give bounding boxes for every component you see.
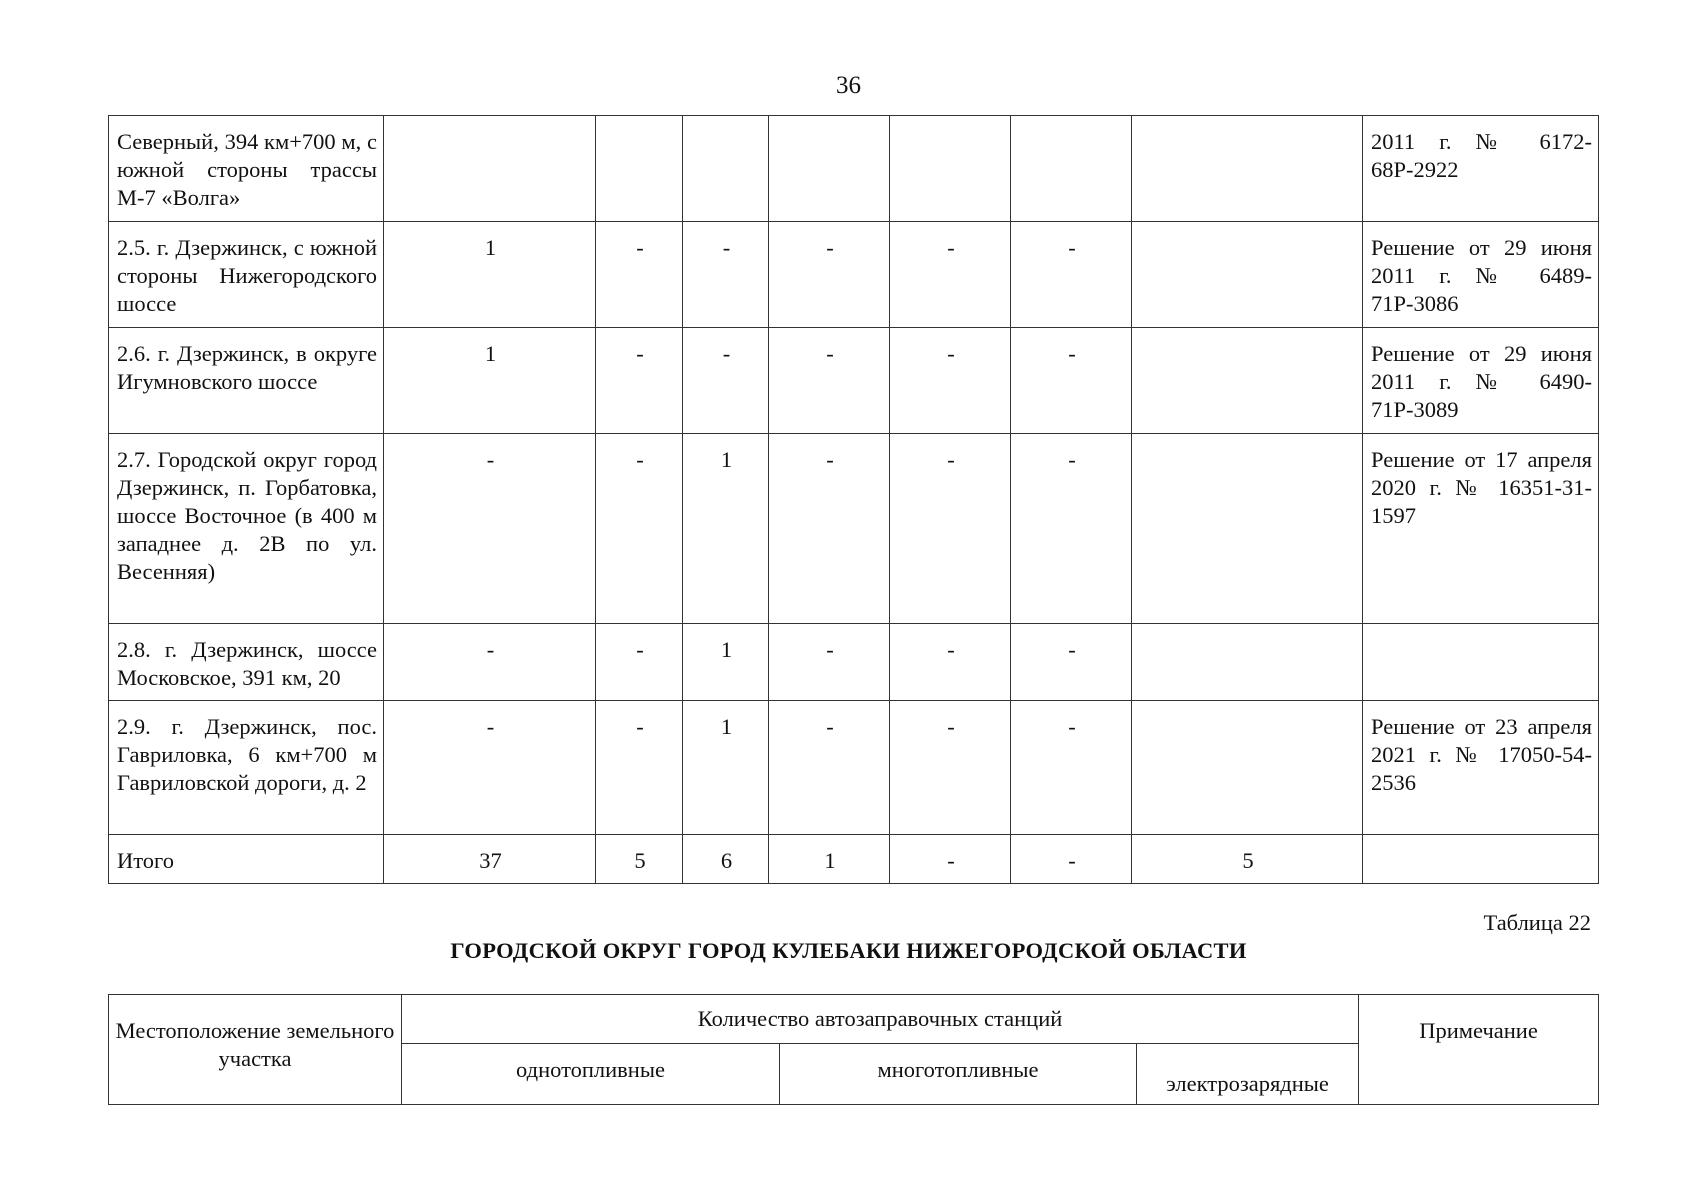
table-row xyxy=(109,701,1599,835)
count-cell: - xyxy=(683,328,769,434)
count-cell xyxy=(1011,116,1132,222)
count-cell: - xyxy=(683,222,769,328)
location-cell: Северный, 394 км+700 м, с южной стороны трассы М-7 «Волга» xyxy=(109,116,384,222)
count-cell: - xyxy=(384,624,596,701)
note-cell: Решение от 29 июня 2011 г. № 6489-71Р-3086 xyxy=(1363,222,1599,328)
section-heading: ГОРОДСКОЙ ОКРУГ ГОРОД КУЛЕБАКИ НИЖЕГОРОДСКОЙ ОБЛАСТИ xyxy=(450,938,1247,963)
note-cell: Решение от 29 июня 2011 г. № 6490-71Р-3089 xyxy=(1363,328,1599,434)
count-cell: - xyxy=(596,701,683,835)
count-cell xyxy=(890,116,1011,222)
count-cell: - xyxy=(769,328,890,434)
count-cell: 1 xyxy=(384,328,596,434)
count-cell: - xyxy=(596,624,683,701)
table-caption: Таблица 22 xyxy=(1483,910,1591,935)
header-single-fuel: однотопливные xyxy=(402,1044,780,1105)
total-label-cell: Итого xyxy=(109,835,384,884)
note-cell: 2011 г. № 6172-68Р-2922 xyxy=(1363,116,1599,222)
count-cell: - xyxy=(890,434,1011,624)
table-row xyxy=(109,328,1599,434)
total-row xyxy=(109,835,1599,884)
note-cell: Решение от 17 апреля 2020 г. № 16351-31-1597 xyxy=(1363,434,1599,624)
count-cell xyxy=(1132,328,1363,434)
total-cell: 5 xyxy=(1132,835,1363,884)
table-row xyxy=(109,116,1599,222)
note-cell xyxy=(1363,835,1599,884)
location-cell: 2.8. г. Дзержинск, шоссе Московское, 391 км, 20 xyxy=(109,624,384,701)
stations-table-header xyxy=(108,994,1599,1105)
note-cell: Решение от 23 апреля 2021 г. № 17050-54-2536 xyxy=(1363,701,1599,835)
count-cell: - xyxy=(769,434,890,624)
count-cell: - xyxy=(1011,434,1132,624)
count-cell: - xyxy=(1011,222,1132,328)
total-cell: - xyxy=(890,835,1011,884)
location-cell: 2.7. Городской округ город Дзержинск, п. Горбатовка, шоссе Восточное (в 400 м западнее д. 2В по ул. Весенняя) xyxy=(109,434,384,624)
count-cell: - xyxy=(769,222,890,328)
location-cell: 2.6. г. Дзержинск, в округе Игумновского шоссе xyxy=(109,328,384,434)
note-cell xyxy=(1363,624,1599,701)
count-cell: - xyxy=(596,434,683,624)
count-cell: - xyxy=(890,328,1011,434)
count-cell: 1 xyxy=(683,434,769,624)
count-cell: - xyxy=(890,624,1011,701)
total-cell: 5 xyxy=(596,835,683,884)
header-multi-fuel: многотопливные xyxy=(780,1044,1137,1105)
count-cell xyxy=(1132,116,1363,222)
total-cell: 37 xyxy=(384,835,596,884)
count-cell: - xyxy=(384,701,596,835)
count-cell xyxy=(1132,222,1363,328)
table-row xyxy=(109,222,1599,328)
header-electric-charging: электрозарядные xyxy=(1137,1044,1359,1105)
count-cell: - xyxy=(769,624,890,701)
count-cell xyxy=(1132,624,1363,701)
count-cell: - xyxy=(384,434,596,624)
location-cell: 2.9. г. Дзержинск, пос. Гавриловка, 6 км+700 м Гавриловской дороги, д. 2 xyxy=(109,701,384,835)
header-station-count: Количество автозаправочных станций xyxy=(402,995,1359,1044)
stations-table-continued xyxy=(108,115,1599,884)
table-row xyxy=(109,624,1599,701)
total-cell: 1 xyxy=(769,835,890,884)
count-cell: 1 xyxy=(683,701,769,835)
count-cell xyxy=(683,116,769,222)
count-cell: - xyxy=(769,701,890,835)
table-row xyxy=(109,434,1599,624)
count-cell: 1 xyxy=(683,624,769,701)
header-row xyxy=(109,995,1599,1044)
count-cell: - xyxy=(596,222,683,328)
header-note: Примечание xyxy=(1359,995,1599,1105)
total-cell: 6 xyxy=(683,835,769,884)
count-cell xyxy=(1132,701,1363,835)
location-cell: 2.5. г. Дзержинск, с южной стороны Нижегородского шоссе xyxy=(109,222,384,328)
count-cell: - xyxy=(1011,328,1132,434)
count-cell xyxy=(1132,434,1363,624)
count-cell: - xyxy=(890,222,1011,328)
count-cell xyxy=(769,116,890,222)
count-cell: - xyxy=(1011,624,1132,701)
header-location: Местоположение земельного участка xyxy=(109,995,402,1105)
page-number: 36 xyxy=(836,72,861,99)
count-cell: 1 xyxy=(384,222,596,328)
count-cell xyxy=(596,116,683,222)
count-cell xyxy=(384,116,596,222)
count-cell: - xyxy=(890,701,1011,835)
count-cell: - xyxy=(596,328,683,434)
count-cell: - xyxy=(1011,701,1132,835)
total-cell: - xyxy=(1011,835,1132,884)
